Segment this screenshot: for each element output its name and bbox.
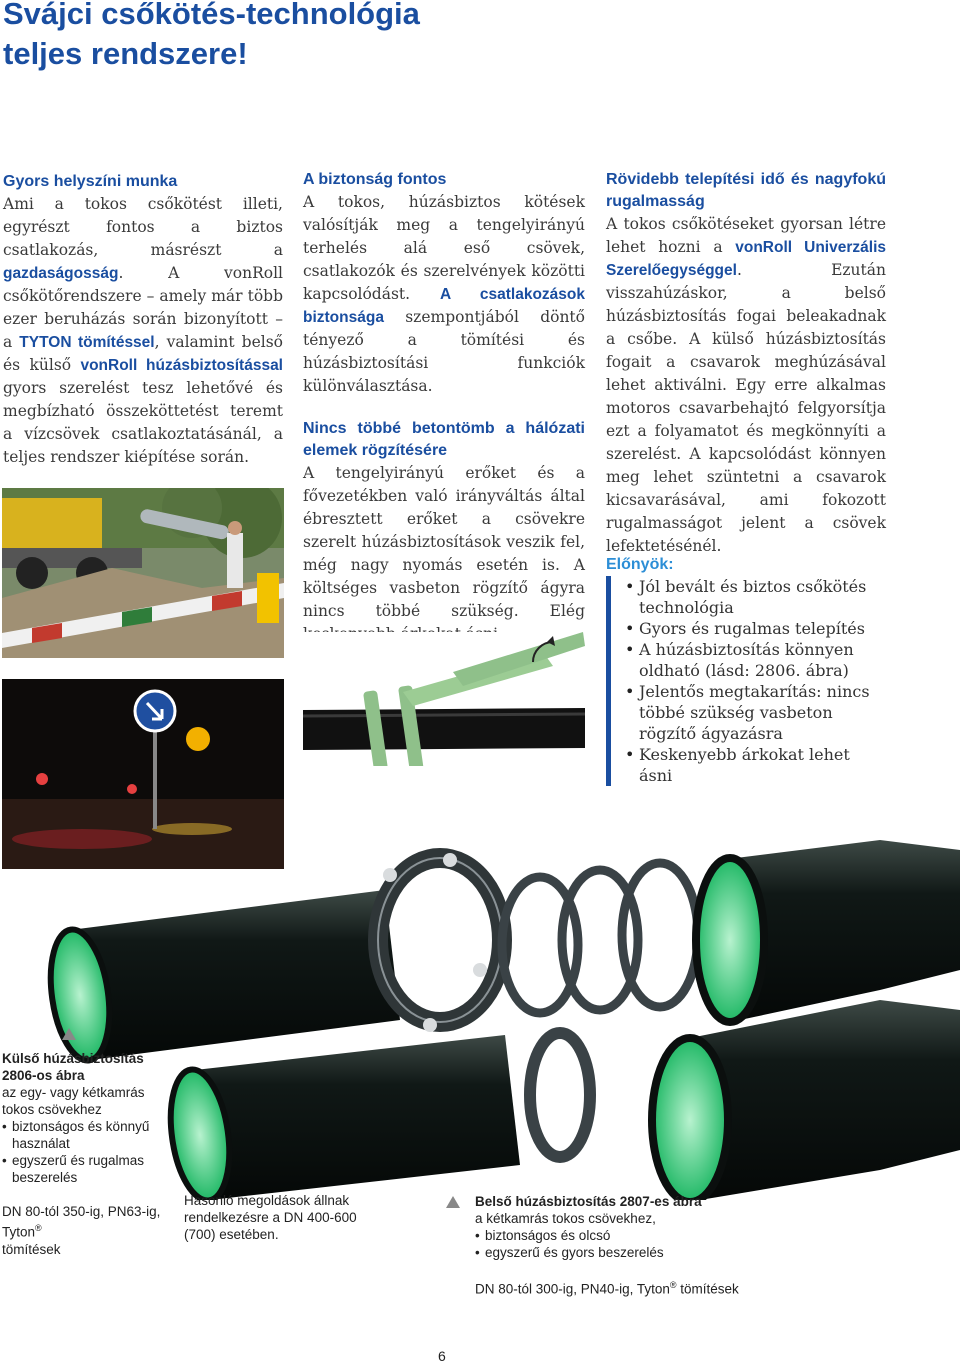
col1-heading: Gyors helyszíni munka: [3, 173, 178, 190]
caption-right-specs: DN 80-tól 300-ig, PN40-ig, Tyton® tömítések: [475, 1280, 739, 1297]
pointer-triangle: [62, 1028, 76, 1040]
list-item: • egyszerű és gyors beszerelés: [475, 1244, 775, 1261]
list-item: • Jelentős megtakarítás: nincs többé szükség vasbeton rögzítő ágyazásra: [639, 681, 886, 744]
outer-clamp-ring: [378, 853, 502, 1032]
caption-left-figure: 2806-os ábra: [2, 1068, 85, 1083]
column-2: [303, 169, 585, 646]
assembly-tool-photo: [303, 632, 585, 766]
advantages-title: Előnyök:: [606, 556, 674, 573]
caption-left-title: Külső húzásbiztosítás: [2, 1051, 144, 1066]
construction-site-photo: [2, 488, 284, 658]
caption-large-dn: Hasonló megoldások állnak rendelkezésre a DN 400-600 (700) esetében.: [184, 1193, 357, 1242]
col2-heading-concrete: Nincs többé betontömb a hálózati elemek rögzítésére: [303, 420, 585, 459]
lower-right-socket: [652, 1000, 960, 1200]
list-item: • Gyors és rugalmas telepítés: [639, 618, 886, 639]
gasket-rings: [502, 863, 698, 1013]
column-1: [3, 171, 283, 469]
title-line-1: Svájci csőkötés-technológia: [3, 0, 420, 31]
caption-left-text: az egy- vagy kétkamrás tokos csövekhez: [2, 1085, 145, 1117]
list-item: • Jól bevált és biztos csőkötés technológia: [639, 576, 886, 618]
col2-paragraph-1: A tokos, húzásbiztos kötések valósítják meg a tengelyirányú terhelés alá eső csövek, csatlakozók és szerelvények közötti kapcsolódást. A csatlakozások biztonsága szempontjából döntő tényező a tömítési és húzásbiztosítási funkciók különválasztása.: [303, 193, 585, 395]
advantages-section: [606, 556, 886, 786]
caption-left-specs: DN 80-tól 350-ig, PN63-ig, Tyton® tömítések: [2, 1204, 161, 1257]
pointer-triangle: [446, 1196, 460, 1208]
list-item: • egyszerű és rugalmas beszerelés: [2, 1152, 172, 1186]
col3-heading: Rövidebb telepítési idő és nagyfokú rugalmasság: [606, 171, 886, 210]
page-number: 6: [438, 1348, 446, 1364]
list-item: • biztonságos és olcsó: [475, 1227, 775, 1244]
upper-left-pipe: [43, 890, 400, 1064]
col2-paragraph-2: A tengelyirányú erőket és a fővezetékben való irányváltás által ébresztett erőket a csövekre szerelt húzásbiztosítások veszik fel, még nagy nyomás esetén is. A költséges vasbeton rögzítő ágyra nincs többé szükség. Elég: [303, 464, 585, 620]
list-item: • A húzásbiztosítás könnyen oldható (lásd: 2806. ábra): [639, 639, 886, 681]
advantages-list: [606, 576, 886, 786]
list-item: • Keskenyebb árkokat lehet ásni: [639, 744, 886, 786]
lower-left-pipe: [163, 1033, 590, 1200]
upper-right-socket: [696, 840, 960, 1022]
title-line-2: teljes rendszere!: [3, 36, 248, 71]
col2-heading-safety: A biztonság fontos: [303, 171, 447, 188]
caption-right-title: Belső húzásbiztosítás 2807-es ábra: [475, 1194, 702, 1209]
caption-right-text: a kétkamrás tokos csövekhez,: [475, 1211, 656, 1226]
list-item: • biztonságos és könnyű használat: [2, 1118, 172, 1152]
column-3: [606, 169, 886, 558]
col3-paragraph: A tokos csőkötéseket gyorsan létre lehet hozni a vonRoll Univerzális Szerelőegységgel. Ezután visszahúzáskor, a belső húzásbiztosítás fogai beleakadnak a csőbe. A külső húzásbiztosítás fogait a csavarok meghúzásával lehet aktiválni. Egy erre alkalmas motoros csavarbehajtó felgyorsítja ezt a folyamatot és megkönnyíti a szerelést. A kapcsolódást könnyen meg lehet szüntetni a csavarok kicsavarásával, ami fokozott rugalmasságot jelent a csövek lefektetésénél.: [606, 215, 886, 555]
col1-paragraph: Ami a tokos csőkötést illeti, egyrészt fontos a biztos csatlakozás, másrészt a gazdaságosság. A vonRoll csőkötőrendszere – amely már több ezer beruházás során bizonyított – a TYTON tömítéssel, valamint belső és külső vonRoll húzásbiztosítással gyors szerelést tesz lehetővé és megbízható összeköttetést teremt a vízcsövek csatlakoztatásánál, a teljes rendszer kiépítése során.: [3, 195, 284, 466]
caption-outer-restraint: [2, 1050, 172, 1258]
caption-inner-restraint: [475, 1193, 775, 1298]
page-title: [3, 0, 563, 74]
